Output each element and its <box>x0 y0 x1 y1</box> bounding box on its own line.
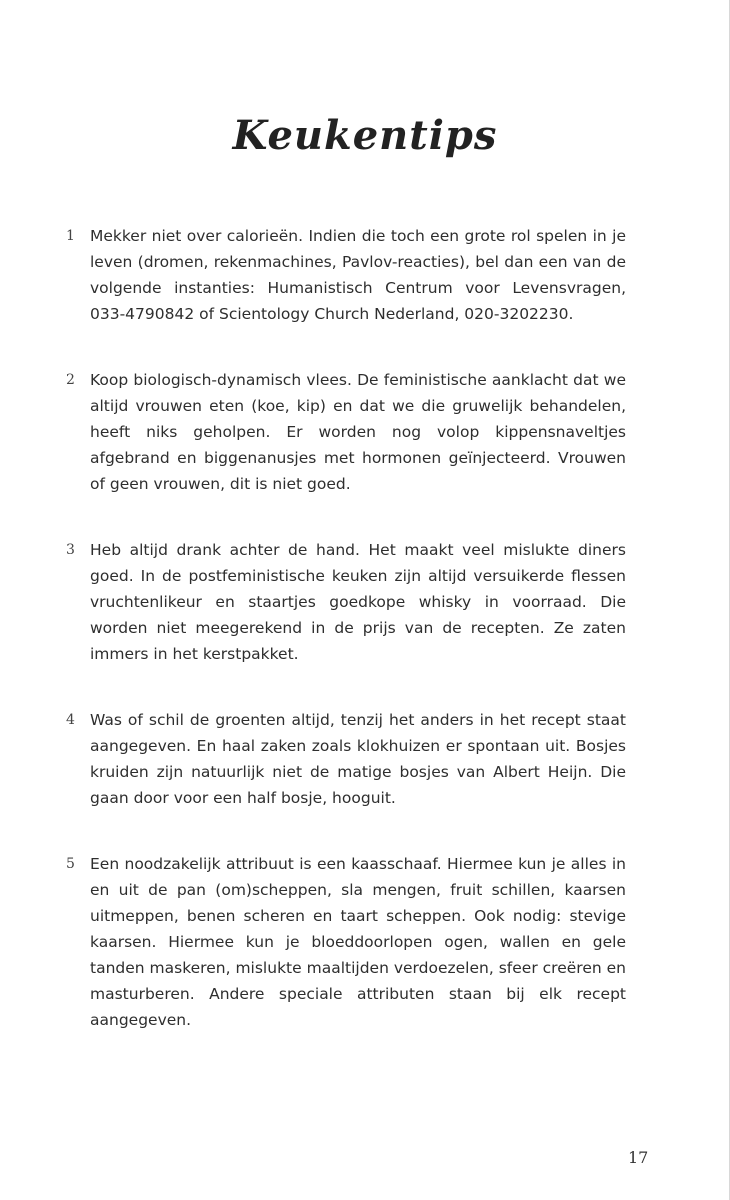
tip-item <box>66 223 626 327</box>
tip-number: 5 <box>66 856 75 872</box>
tip-number: 3 <box>66 542 75 558</box>
page-title: Keukentips <box>232 112 498 159</box>
tip-text: Koop biologisch-dynamisch vlees. De feministische aanklacht dat we altijd vrouwen eten (koe, kip) en dat we die gruwelijk behandelen, heeft niks geholpen. Er worden nog volop kippensnaveltjes afgebrand en biggenanusjes met hormonen geïnjecteerd. Vrouwen of geen vrouwen, dit is niet goed. <box>90 371 626 493</box>
tip-number: 2 <box>66 372 75 388</box>
tip-item <box>66 537 626 667</box>
tip-item <box>66 707 626 811</box>
tips-list <box>66 223 626 1073</box>
tip-item <box>66 367 626 497</box>
tip-text: Mekker niet over calorieën. Indien die toch een grote rol spelen in je leven (dromen, rekenmachines, Pavlov-reacties), bel dan een van de volgende instanties: Humanistisch Centrum voor Levensvragen, 033-4790842 of Scientology Church Nederland, 020-3202230. <box>90 227 626 323</box>
tip-text: Heb altijd drank achter de hand. Het maakt veel mislukte diners goed. In de postfeministische keuken zijn altijd versuikerde flessen vruchtenlikeur en staartjes goedkope whisky in voorraad. Die worden niet meegerekend in de prijs van de recepten. Ze zaten immers in het kerstpakket. <box>90 541 626 663</box>
page-number: 17 <box>628 1148 649 1167</box>
tip-number: 4 <box>66 712 75 728</box>
tip-item <box>66 851 626 1033</box>
tip-text: Was of schil de groenten altijd, tenzij het anders in het recept staat aangegeven. En haal zaken zoals klokhuizen er spontaan uit. Bosjes kruiden zijn natuurlijk niet de matige bosjes van Albert Heijn. Die gaan door voor een half bosje, hooguit. <box>90 711 626 807</box>
tip-number: 1 <box>66 228 75 244</box>
tip-text: Een noodzakelijk attribuut is een kaasschaaf. Hiermee kun je alles in en uit de pan (om)scheppen, sla mengen, fruit schillen, kaarsen uitmeppen, benen scheren en taart scheppen. Ook nodig: stevige kaarsen. Hiermee kun je bloeddoorlopen ogen, wallen en gele tanden maskeren, mislukte maaltijden verdoezelen, sfeer creëren en masturberen. Andere speciale attributen staan bij elk recept aangegeven. <box>90 855 626 1029</box>
